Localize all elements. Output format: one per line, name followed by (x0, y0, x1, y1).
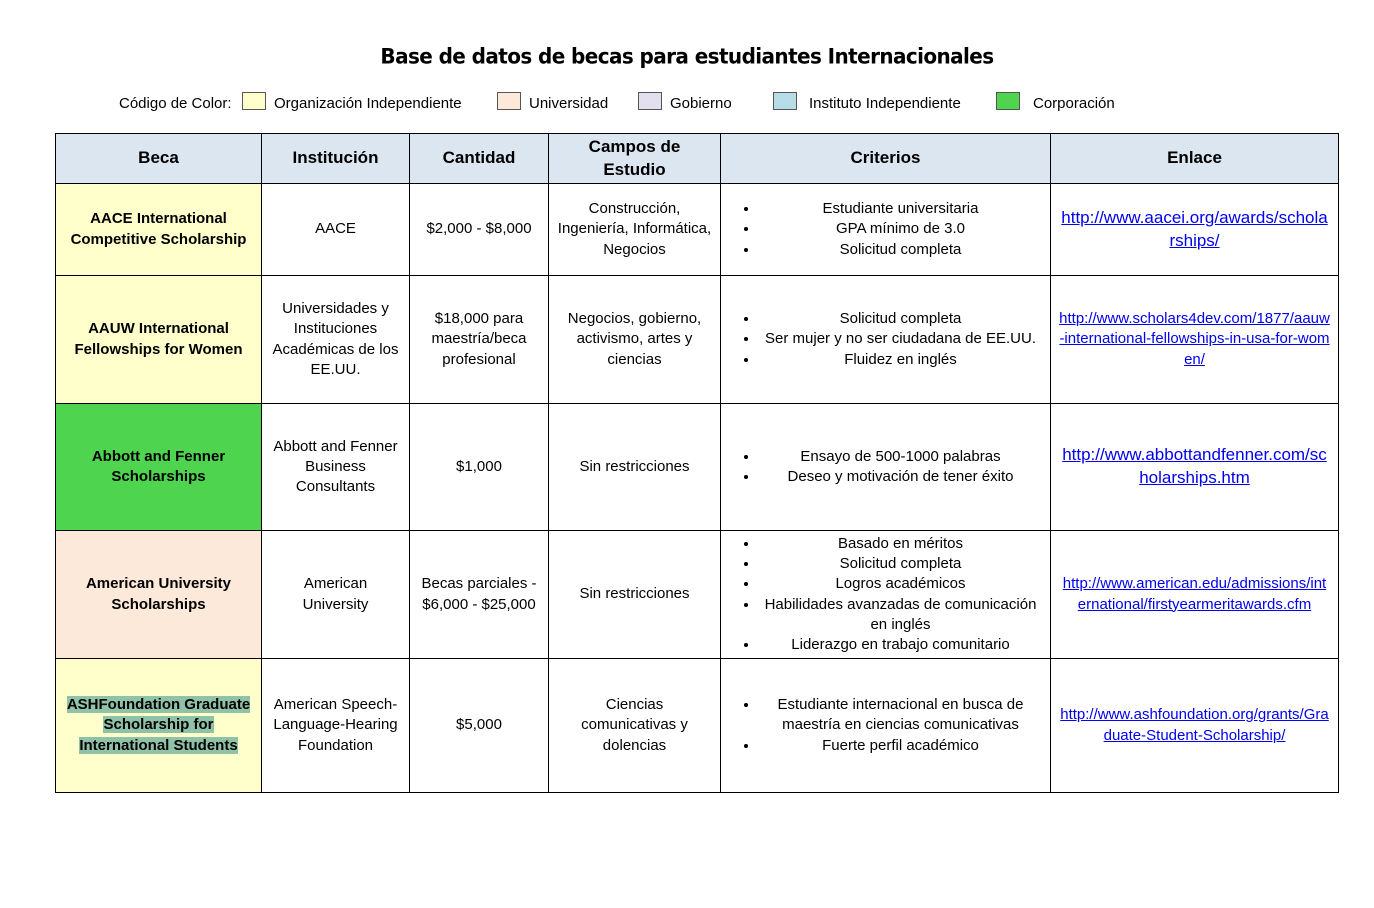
fields-of-study: Ciencias comunicativas y dolencias (549, 659, 721, 793)
fields-of-study: Negocios, gobierno, activismo, artes y ciencias (549, 276, 721, 404)
criteria-item: • Fuerte perfil académico (759, 736, 1042, 756)
legend-item-independent-org: Organización Independiente (274, 95, 462, 112)
criteria-item: • Basado en méritos (759, 534, 1042, 554)
link-cell (1051, 404, 1339, 531)
legend-swatch-independent-org (242, 92, 266, 110)
amount: $1,000 (410, 404, 549, 531)
fields-of-study: Sin restricciones (549, 531, 721, 659)
institution: American University (262, 531, 410, 659)
legend-item-government: Gobierno (670, 95, 732, 112)
scholarship-table (55, 133, 1339, 793)
criteria (721, 531, 1051, 659)
criteria-item: • Solicitud completa (759, 309, 1042, 329)
criteria-item: • Fluidez en inglés (759, 350, 1042, 370)
institution: AACE (262, 184, 410, 276)
legend-item-independent-institute: Instituto Independiente (809, 95, 961, 112)
legend-item-corporation: Corporación (1033, 95, 1115, 112)
amount: $2,000 - $8,000 (410, 184, 549, 276)
criteria-item: • Ensayo de 500-1000 palabras (759, 447, 1042, 467)
legend-swatch-corporation (996, 92, 1020, 110)
link-cell (1051, 531, 1339, 659)
criteria-item: • Liderazgo en trabajo comunitario (759, 635, 1042, 655)
link-cell (1051, 276, 1339, 404)
scholarship-link[interactable]: http://www.abbottandfenner.com/scholarships.htm (1062, 445, 1327, 487)
criteria-list (729, 447, 1042, 488)
criteria (721, 184, 1051, 276)
legend-swatch-independent-institute (773, 92, 797, 110)
criteria-list (729, 199, 1042, 260)
scholarship-link[interactable]: http://www.ashfoundation.org/grants/Graduate-Student-Scholarship/ (1060, 706, 1329, 744)
criteria-item: • Habilidades avanzadas de comunicación en inglés (759, 595, 1042, 636)
header-beca: Beca (56, 134, 262, 184)
criteria-item: • Deseo y motivación de tener éxito (759, 467, 1042, 487)
header-cantidad: Cantidad (410, 134, 549, 184)
institution: Abbott and Fenner Business Consultants (262, 404, 410, 531)
fields-of-study: Construcción, Ingeniería, Informática, Negocios (549, 184, 721, 276)
table-row (56, 531, 1339, 659)
header-criterios: Criterios (721, 134, 1051, 184)
legend-swatch-government (638, 92, 662, 110)
amount: Becas parciales - $6,000 - $25,000 (410, 531, 549, 659)
header-institucion: Institución (262, 134, 410, 184)
institution: American Speech-Language-Hearing Foundation (262, 659, 410, 793)
amount: $18,000 para maestría/beca profesional (410, 276, 549, 404)
header-enlace: Enlace (1051, 134, 1339, 184)
link-cell (1051, 184, 1339, 276)
scholarship-name: AAUW International Fellowships for Women (56, 276, 262, 404)
criteria-item: • Solicitud completa (759, 554, 1042, 574)
table-header-row (56, 134, 1339, 184)
criteria-item: • Logros académicos (759, 574, 1042, 594)
link-cell (1051, 659, 1339, 793)
color-legend (0, 92, 1374, 116)
criteria-item: • Estudiante internacional en busca de maestría en ciencias comunicativas (759, 695, 1042, 736)
amount: $5,000 (410, 659, 549, 793)
criteria-item: • Solicitud completa (759, 240, 1042, 260)
table-row (56, 184, 1339, 276)
criteria (721, 404, 1051, 531)
scholarship-link[interactable]: http://www.scholars4dev.com/1877/aauw-international-fellowships-in-usa-for-women/ (1059, 310, 1330, 368)
table-row (56, 404, 1339, 531)
legend-item-university: Universidad (529, 95, 609, 112)
institution: Universidades y Instituciones Académicas de los EE.UU. (262, 276, 410, 404)
criteria-item: • Ser mujer y no ser ciudadana de EE.UU. (759, 329, 1042, 349)
scholarship-link[interactable]: http://www.american.edu/admissions/international/firstyearmeritawards.cfm (1062, 575, 1327, 613)
criteria (721, 659, 1051, 793)
criteria-list (729, 534, 1042, 656)
page-title: Base de datos de becas para estudiantes Internacionales (380, 43, 994, 69)
criteria-item: • GPA mínimo de 3.0 (759, 219, 1042, 239)
criteria-list (729, 309, 1042, 370)
scholarship-name: Abbott and Fenner Scholarships (56, 404, 262, 531)
table-row (56, 659, 1339, 793)
table-row (56, 276, 1339, 404)
scholarship-name-cell (56, 659, 262, 793)
criteria-list (729, 695, 1042, 756)
scholarship-name: AACE International Competitive Scholarship (56, 184, 262, 276)
scholarship-name: ASHFoundation Graduate Scholarship for International Students (66, 696, 251, 754)
scholarship-link[interactable]: http://www.aacei.org/awards/scholarships/ (1061, 207, 1328, 250)
criteria-item: • Estudiante universitaria (759, 199, 1042, 219)
header-campos: Campos de Estudio (549, 134, 721, 184)
legend-swatch-university (497, 92, 521, 110)
legend-label: Código de Color: (119, 95, 232, 112)
scholarship-name: American University Scholarships (56, 531, 262, 659)
fields-of-study: Sin restricciones (549, 404, 721, 531)
criteria (721, 276, 1051, 404)
